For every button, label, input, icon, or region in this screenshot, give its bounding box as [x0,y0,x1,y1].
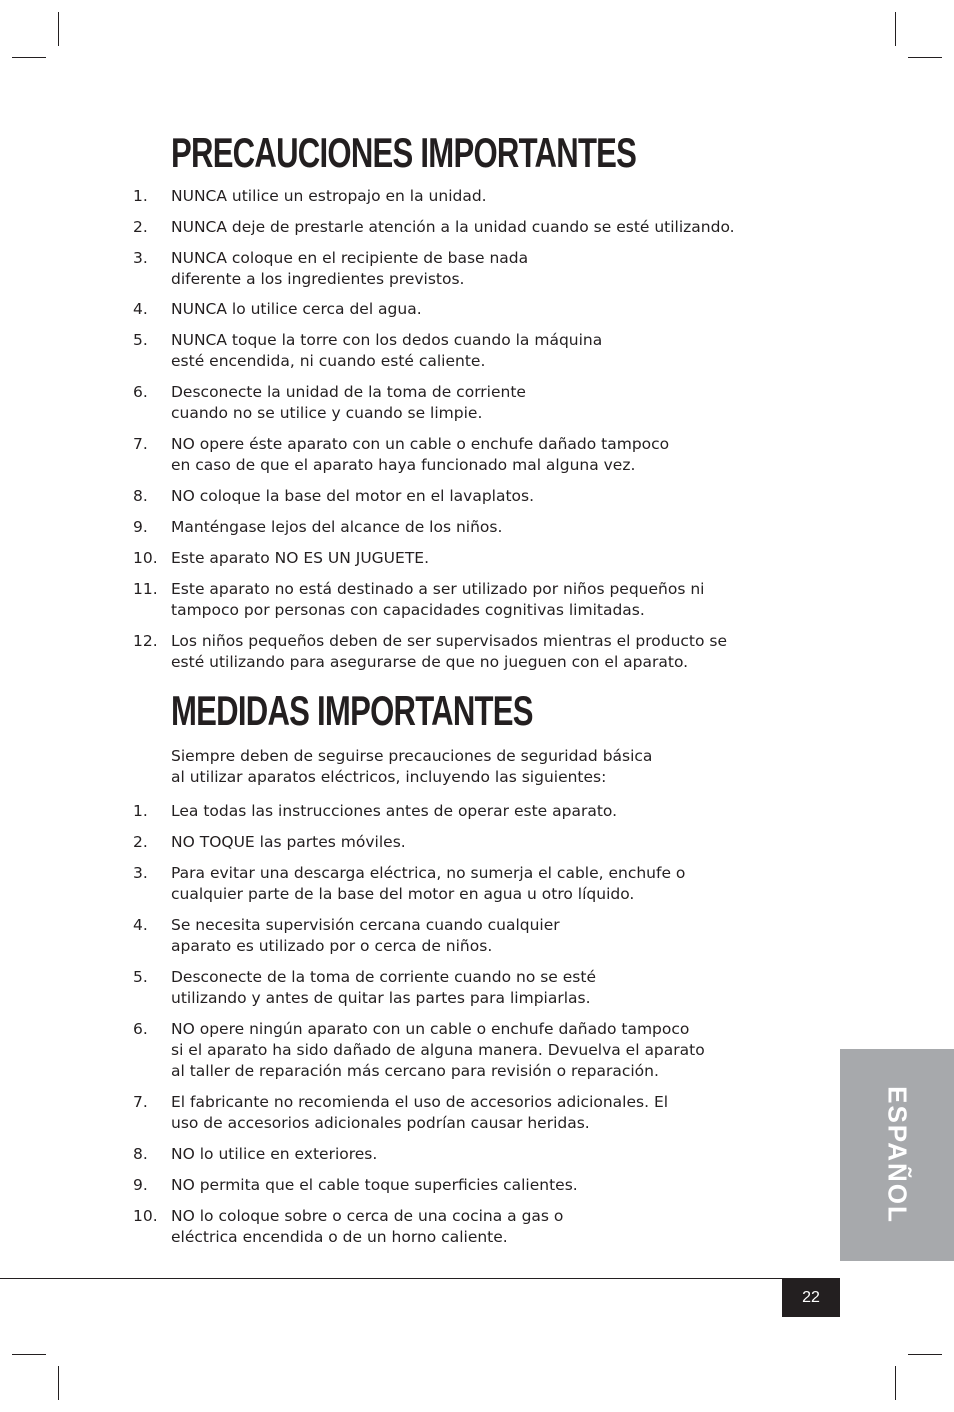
crop-mark [12,1354,46,1355]
item-number: 12. [133,632,158,650]
crop-mark [908,1354,942,1355]
item-text: Para evitar una descarga eléctrica, no sumerja el cable, enchufe o cualquier parte de la base del motor en agua u otro líquido. [171,864,686,903]
item-number: 1. [133,802,148,820]
list-item [0,1092,771,1134]
crop-mark [12,57,46,58]
list-item [0,915,771,957]
list-item [0,486,771,507]
list-item [0,631,771,673]
item-number: 4. [133,916,148,934]
list-item [0,801,771,822]
crop-mark [908,57,942,58]
item-number: 9. [133,518,148,536]
item-number: 11. [133,580,158,598]
item-text: El fabricante no recomienda el uso de accesorios adicionales. El uso de accesorios adicionales podrían causar heridas. [171,1093,669,1132]
item-text: NUNCA coloque en el recipiente de base nada diferente a los ingredientes previstos. [171,249,529,288]
item-text: NO lo coloque sobre o cerca de una cocina a gas o eléctrica encendida o de un horno caliente. [171,1207,564,1246]
crop-mark [58,12,59,46]
item-text: Lea todas las instrucciones antes de operar este aparato. [171,802,618,820]
item-number: 5. [133,968,148,986]
item-text: Desconecte de la toma de corriente cuando no se esté utilizando y antes de quitar las partes para limpiarlas. [171,968,596,1007]
item-text: NUNCA toque la torre con los dedos cuando la máquina esté encendida, ni cuando esté caliente. [171,331,603,370]
list-item [0,967,771,1009]
item-text: NO lo utilice en exteriores. [171,1145,378,1163]
item-text: NUNCA lo utilice cerca del agua. [171,300,422,318]
item-number: 3. [133,249,148,267]
list-item [0,548,771,569]
language-tab-label: ESPAÑOL [882,1086,913,1224]
item-text: NO opere éste aparato con un cable o enchufe dañado tampoco en caso de que el aparato haya funcionado mal alguna vez. [171,435,670,474]
list-item [0,1175,771,1196]
item-number: 9. [133,1176,148,1194]
item-text: NUNCA deje de prestarle atención a la unidad cuando se esté utilizando. [171,218,735,236]
item-text: Los niños pequeños deben de ser supervisados mientras el producto se esté utilizando para asegurarse de que no jueguen con el aparato. [171,632,728,671]
list-item [0,217,771,238]
item-text: Este aparato no está destinado a ser utilizado por niños pequeños ni tampoco por personas con capacidades cognitivas limitadas. [171,580,705,619]
item-text: NUNCA utilice un estropajo en la unidad. [171,187,487,205]
item-number: 8. [133,487,148,505]
item-text: NO TOQUE las partes móviles. [171,833,406,851]
item-number: 4. [133,300,148,318]
item-number: 7. [133,435,148,453]
list-item [0,517,771,538]
language-tab [840,1049,954,1261]
item-text: NO coloque la base del motor en el lavaplatos. [171,487,535,505]
medidas-title: MEDIDAS IMPORTANTES [171,687,533,734]
precauciones-list [0,186,771,673]
list-item [0,1206,771,1248]
medidas-list [0,801,771,1248]
item-text: Se necesita supervisión cercana cuando cualquier aparato es utilizado por o cerca de niños. [171,916,560,955]
list-item [0,299,771,320]
item-number: 3. [133,864,148,882]
list-item [0,863,771,905]
item-number: 10. [133,549,158,567]
item-number: 2. [133,833,148,851]
item-text: Este aparato NO ES UN JUGUETE. [171,549,430,567]
item-number: 10. [133,1207,158,1225]
medidas-intro: Siempre deben de seguirse precauciones de seguridad básica al utilizar aparatos eléctricos, incluyendo las siguientes: [171,747,653,786]
item-text: NO permita que el cable toque superficies calientes. [171,1176,578,1194]
list-item [0,382,771,424]
list-item [0,579,771,621]
list-item [0,186,771,207]
footer-rule [0,1278,840,1279]
list-item [0,1019,771,1082]
item-number: 6. [133,1020,148,1038]
item-text: Manténgase lejos del alcance de los niños. [171,518,503,536]
item-number: 6. [133,383,148,401]
crop-mark [895,1366,896,1400]
list-item [0,1144,771,1165]
list-item [0,832,771,853]
item-number: 2. [133,218,148,236]
list-item [0,330,771,372]
page-number: 22 [782,1278,840,1317]
precauciones-title: PRECAUCIONES IMPORTANTES [171,129,637,176]
item-number: 8. [133,1145,148,1163]
crop-mark [895,12,896,46]
list-item [0,434,771,476]
item-number: 5. [133,331,148,349]
item-number: 1. [133,187,148,205]
crop-mark [58,1366,59,1400]
item-number: 7. [133,1093,148,1111]
item-text: NO opere ningún aparato con un cable o enchufe dañado tampoco si el aparato ha sido dañado de alguna manera. Devuelva el aparato al taller de reparación más cercano para revisión o reparación. [171,1020,705,1080]
item-text: Desconecte la unidad de la toma de corriente cuando no se utilice y cuando se limpie. [171,383,526,422]
list-item [0,248,771,290]
